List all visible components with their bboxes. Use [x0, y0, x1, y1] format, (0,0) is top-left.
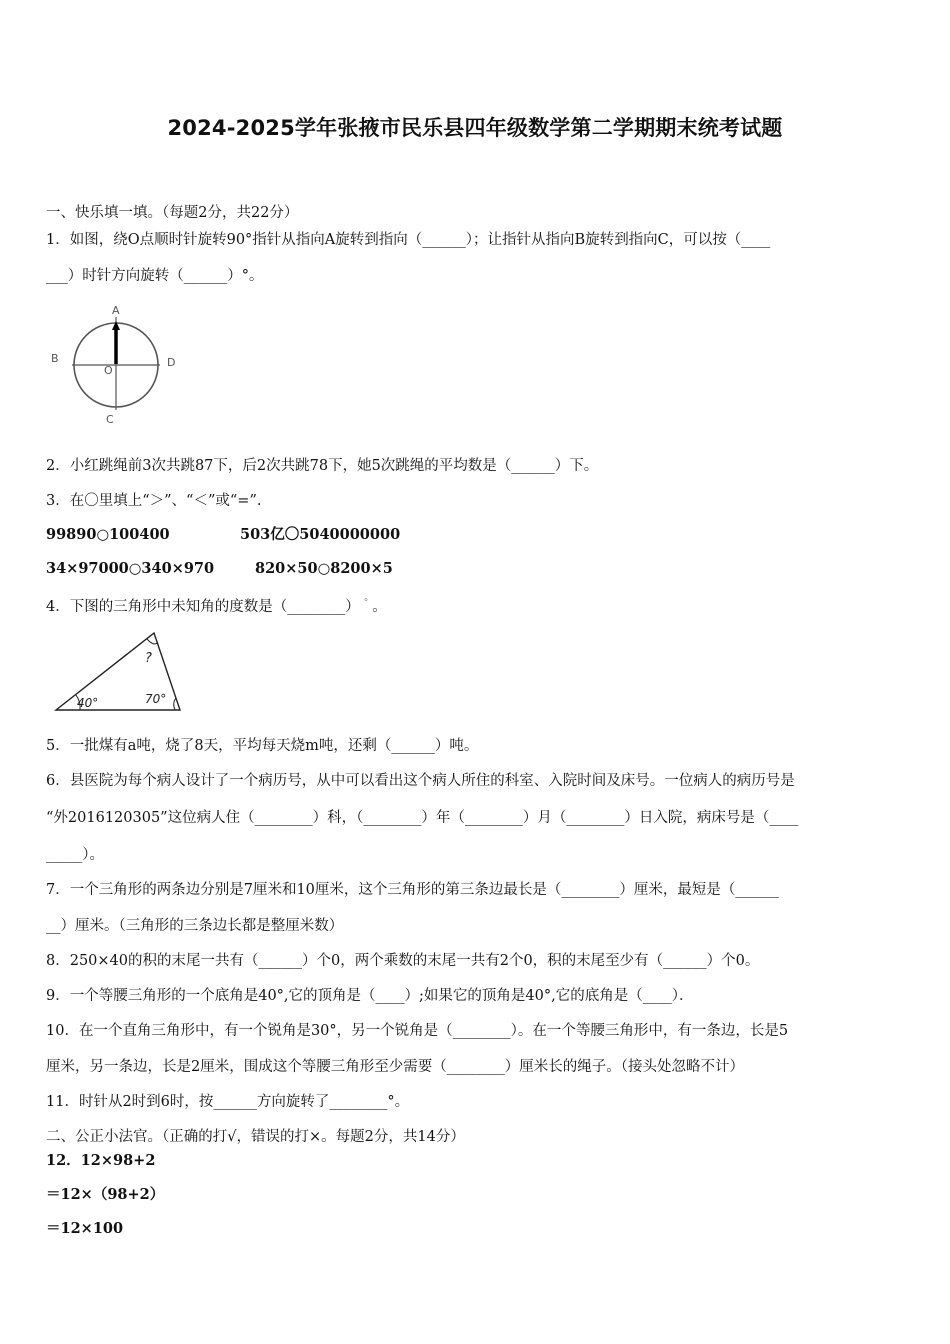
triangle-unknown-angle: ?	[145, 651, 152, 666]
section-1-heading: 一、快乐填一填。（每题2分，共22分）	[46, 205, 299, 221]
question-5: 5．一批煤有a吨，烧了8天，平均每天烧m吨，还剩（______）吨。	[46, 738, 479, 754]
figure-label-a: A	[112, 304, 120, 317]
section-2-heading: 二、公正小法官。（正确的打√，错误的打×。每题2分，共14分）	[46, 1129, 465, 1145]
triangle-angle-40: 40°	[77, 696, 99, 710]
question-4-text: 4．下图的三角形中未知角的度数是（________）	[46, 598, 360, 615]
question-8: 8．250×40的积的末尾一共有（______）个0，两个乘数的末尾一共有2个0，积的末尾至少有（______）个0。	[46, 953, 760, 969]
question-12: 12．12×98+2	[46, 1152, 156, 1169]
question-4-end: 。	[372, 598, 387, 615]
question-12-step-1: ＝12×（98+2）	[46, 1186, 165, 1203]
triangle-angle-70: 70°	[145, 692, 167, 706]
question-7-line-2: __）厘米。（三角形的三条边长都是整厘米数）	[46, 918, 344, 934]
figure-label-c: C	[106, 413, 114, 426]
question-3-item-a: 99890○100400	[46, 526, 170, 543]
question-12-step-2: ＝12×100	[46, 1220, 124, 1237]
triangle-figure	[50, 628, 190, 716]
angle-arc-right	[174, 698, 176, 710]
question-1-line-1: 1．如图，绕O点顺时针旋转90°指针从指向A旋转到指向（______）；让指针从指向B旋转到指向C，可以按（____	[46, 232, 771, 248]
question-3-item-b: 503亿〇5040000000	[240, 526, 401, 543]
question-3-row-1	[46, 525, 908, 545]
page-title: 2024-2025学年张掖市民乐县四年级数学第二学期期末统考试题	[167, 116, 783, 140]
figure-label-b: B	[51, 352, 59, 365]
question-2: 2．小红跳绳前3次共跳87下，后2次共跳78下，她5次跳绳的平均数是（______）下。	[46, 458, 599, 474]
clock-rotation-figure	[46, 302, 186, 428]
figure-label-d: D	[167, 356, 176, 369]
figure-label-o: O	[104, 364, 113, 377]
question-4-degree: °	[363, 598, 369, 608]
question-6-line-1: 6．县医院为每个病人设计了一个病历号，从中可以看出这个病人所住的科室、入院时间及床号。一位病人的病历号是	[46, 773, 795, 789]
question-9: 9．一个等腰三角形的一个底角是40°,它的顶角是（____）;如果它的顶角是40°,它的底角是（____）．	[46, 988, 694, 1004]
question-3-item-c: 34×97000○340×970	[46, 560, 215, 577]
question-1-line-2: ___）时针方向旋转（______）°。	[46, 268, 264, 284]
question-6-line-3: _____）。	[46, 847, 104, 863]
question-7-line-1: 7．一个三角形的两条边分别是7厘米和10厘米，这个三角形的第三条边最长是（________）厘米，最短是（______	[46, 882, 779, 898]
question-3: 3．在〇里填上“＞”、“＜”或“=”.	[46, 493, 262, 509]
question-11: 11．时针从2时到6时，按______方向旋转了________°。	[46, 1094, 410, 1110]
question-10-line-1: 10．在一个直角三角形中，有一个锐角是30°，另一个锐角是（________）。在一个等腰三角形中，有一条边，长是5	[46, 1023, 789, 1039]
question-3-item-d: 820×50○8200×5	[255, 560, 393, 577]
question-10-line-2: 厘米，另一条边，长是2厘米，围成这个等腰三角形至少需要（________）厘米长的绳子。（接头处忽略不计）	[46, 1059, 744, 1075]
question-3-row-2	[46, 559, 908, 579]
question-6-line-2: “外2016120305”这位病人住（________）科，（________）年（________）月（________）日入院，病床号是（____	[46, 810, 799, 826]
question-4	[46, 593, 908, 617]
